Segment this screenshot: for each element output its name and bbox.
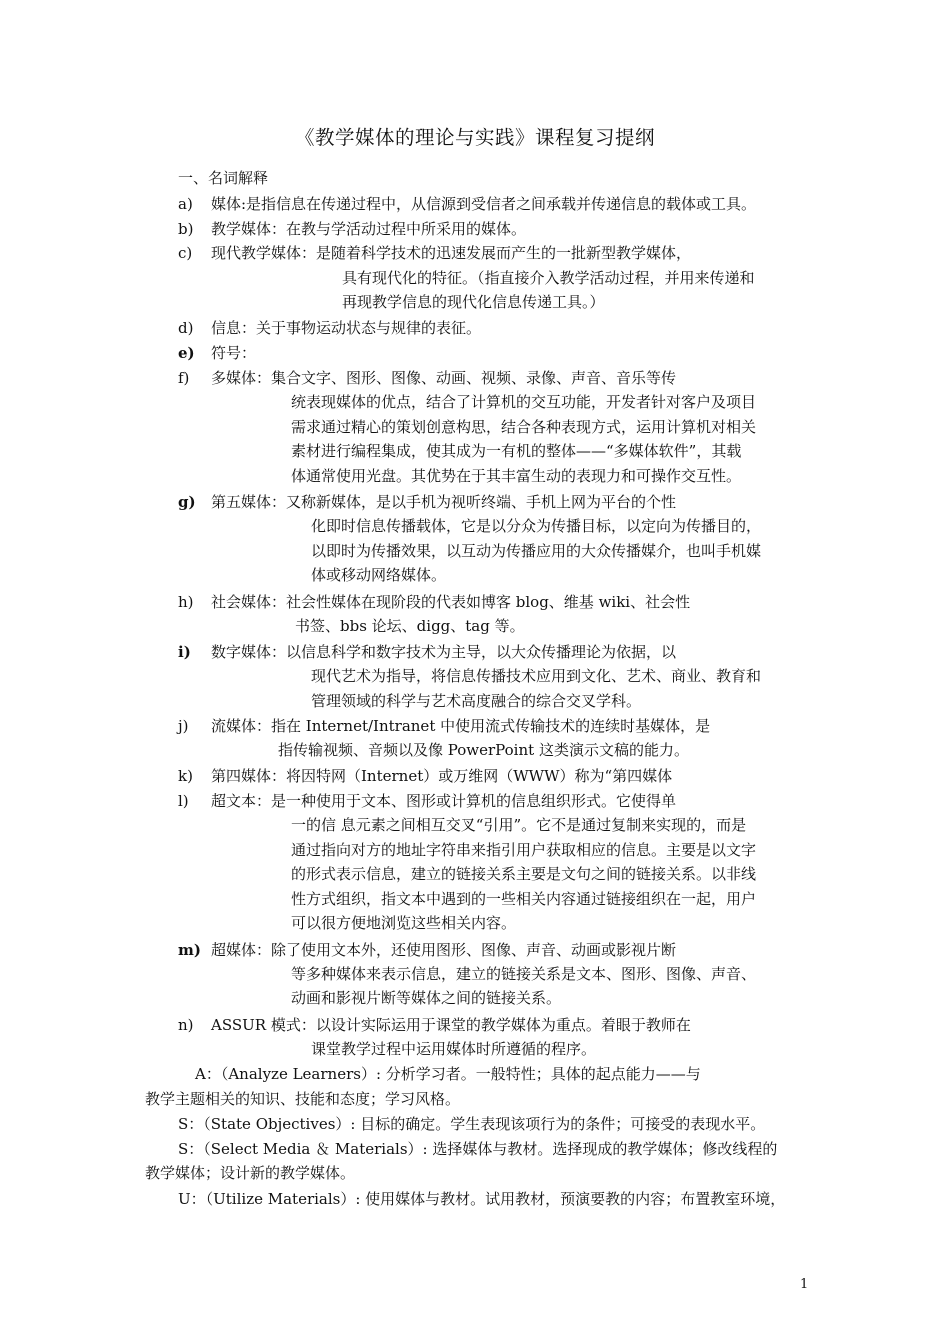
item-text: 媒体:是指信息在传递过程中，从信源到受信者之间承载并传递信息的载体或工具。 — [211, 195, 757, 213]
item-marker: m) — [178, 941, 201, 959]
page-title: 《教学媒体的理论与实践》课程复习提纲 — [294, 126, 655, 149]
item-marker: i) — [178, 643, 191, 661]
item-text: 的形式表示信息，建立的链接关系主要是文句之间的链接关系。以非线 — [291, 865, 757, 883]
item-text: 化即时信息传播载体，它是以分众为传播目标，以定向为传播目的， — [311, 517, 762, 535]
item-text: 性方式组织，指文本中遇到的一些相关内容通过链接组织在一起，用户 — [291, 890, 757, 908]
item-text: 现代艺术为指导，将信息传播技术应用到文化、艺术、商业、教育和 — [311, 667, 762, 685]
assur-paragraph: U：（Utilize Materials）: 使用媒体与教材。试用教材，预演要教的内容；布置教室环境， — [178, 1190, 786, 1208]
item-text: 再现教学信息的现代化信息传递工具。） — [342, 293, 605, 311]
item-marker: g) — [178, 493, 196, 511]
assur-paragraph: 教学主题相关的知识、技能和态度；学习风格。 — [145, 1090, 461, 1108]
item-marker: c) — [178, 244, 193, 262]
section-heading: 一、名词解释 — [178, 169, 269, 187]
item-text: 信息：关于事物运动状态与规律的表征。 — [211, 319, 482, 337]
item-marker: a) — [178, 195, 193, 213]
item-marker: d) — [178, 319, 194, 337]
item-text: 管理领域的科学与艺术高度融合的综合交叉学科。 — [311, 692, 642, 710]
item-marker: h) — [178, 593, 194, 611]
item-marker: l) — [178, 792, 189, 810]
item-text: 超文本：是一种使用于文本、图形或计算机的信息组织形式。它使得单 — [211, 792, 677, 810]
item-text: 第五媒体：又称新媒体，是以手机为视听终端、手机上网为平台的个性 — [211, 493, 677, 511]
item-marker: f) — [178, 369, 190, 387]
item-text: 统表现媒体的优点，结合了计算机的交互功能，开发者针对客户及项目 — [291, 393, 757, 411]
page-number: 1 — [800, 1277, 809, 1292]
assur-paragraph: S：（State Objectives）: 目标的确定。学生表现该项行为的条件；可接受的表现水平。 — [178, 1115, 766, 1133]
item-text: 通过指向对方的地址字符串来指引用户获取相应的信息。主要是以文字 — [291, 841, 757, 859]
item-text: 素材进行编程集成，使其成为一有机的整体——“多媒体软件”，其载 — [291, 442, 742, 460]
item-text: 具有现代化的特征。（指直接介入教学活动过程，并用来传递和 — [342, 269, 755, 287]
item-text: 课堂教学过程中运用媒体时所遵循的程序。 — [311, 1040, 597, 1058]
item-text: 动画和影视片断等媒体之间的链接关系。 — [291, 989, 562, 1007]
item-marker: e) — [178, 344, 195, 362]
item-text: 流媒体：指在 Internet/Intranet 中使用流式传输技术的连续时基媒体，是 — [211, 717, 711, 735]
item-text: 书签、bbs 论坛、digg、tag 等。 — [295, 617, 525, 635]
item-text: 需求通过精心的策划创意构思，结合各种表现方式，运用计算机对相关 — [291, 418, 757, 436]
item-text: 多媒体：集合文字、图形、图像、动画、视频、录像、声音、音乐等传 — [211, 369, 677, 387]
item-marker: j) — [178, 717, 189, 735]
item-text: 数字媒体：以信息科学和数字技术为主导，以大众传播理论为依据，以 — [211, 643, 677, 661]
item-text: 符号： — [211, 344, 257, 362]
item-text: 可以很方便地浏览这些相关内容。 — [291, 914, 517, 932]
item-text: 体或移动网络媒体。 — [311, 566, 447, 584]
item-text: 体通常使用光盘。其优势在于其丰富生动的表现力和可操作交互性。 — [291, 467, 742, 485]
item-text: 指传输视频、音频以及像 PowerPoint 这类演示文稿的能力。 — [278, 741, 689, 759]
assur-paragraph: A：（Analyze Learners）: 分析学习者。一般特性；具体的起点能力——与 — [195, 1065, 701, 1083]
item-text: 现代教学媒体：是随着科学技术的迅速发展而产生的一批新型教学媒体， — [211, 244, 692, 262]
item-marker: b) — [178, 220, 194, 238]
item-marker: k) — [178, 767, 193, 785]
item-text: 社会媒体：社会性媒体在现阶段的代表如博客 blog、维基 wiki、社会性 — [211, 593, 691, 611]
item-text: 以即时为传播效果，以互动为传播应用的大众传播媒介，也叫手机媒 — [311, 542, 762, 560]
assur-paragraph: S：（Select Media ＆ Materials）: 选择媒体与教材。选择现成的教学媒体；修改线程的 — [178, 1140, 778, 1158]
assur-paragraph: 教学媒体；设计新的教学媒体。 — [145, 1164, 356, 1182]
item-text: 第四媒体：将因特网（Internet）或万维网（WWW）称为“第四媒体 — [211, 767, 673, 785]
item-text: 教学媒体：在教与学活动过程中所采用的媒体。 — [211, 220, 527, 238]
item-text: 等多种媒体来表示信息，建立的链接关系是文本、图形、图像、声音、 — [291, 965, 757, 983]
item-text: ASSUR 模式：以设计实际运用于课堂的教学媒体为重点。着眼于教师在 — [211, 1016, 691, 1034]
item-marker: n) — [178, 1016, 194, 1034]
item-text: 一的信 息元素之间相互交叉“引用”。它不是通过复制来实现的，而是 — [291, 816, 747, 834]
item-text: 超媒体：除了使用文本外，还使用图形、图像、声音、动画或影视片断 — [211, 941, 677, 959]
